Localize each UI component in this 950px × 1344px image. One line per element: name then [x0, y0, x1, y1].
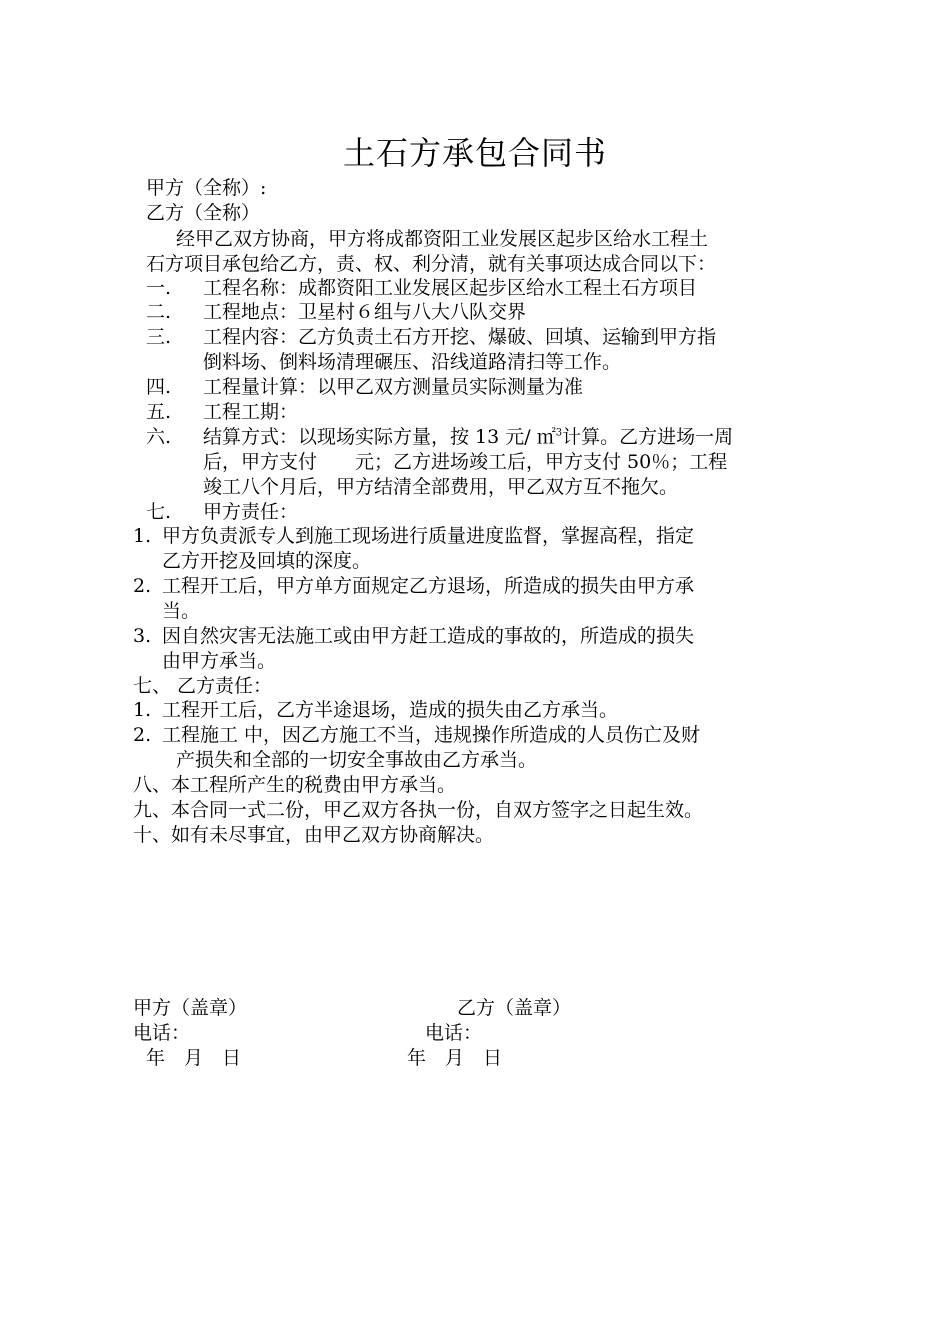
- duty-text: 产损失和全部的一切安全事故由乙方承当。: [176, 749, 538, 771]
- article-text: 工程量计算：以甲乙双方测量员实际测量为准: [203, 376, 584, 398]
- article-number: 五.: [146, 401, 172, 423]
- settlement-text-post: 计算。乙方进场一周: [562, 426, 734, 448]
- article-text: 工程工期：: [203, 401, 299, 423]
- party-b-date: 年 月 日: [407, 1047, 503, 1069]
- article-number: 四.: [146, 376, 172, 398]
- article-number: 三.: [146, 326, 172, 348]
- intro-line-1: 经甲乙双方协商，甲方将成都资阳工业发展区起步区给水工程土: [176, 228, 709, 250]
- superscript: 3: [555, 427, 563, 439]
- section-heading: 七、 乙方责任：: [133, 675, 273, 697]
- party-a-phone: 电话：: [133, 1022, 191, 1044]
- duty-text: 由甲方承当。: [162, 650, 277, 672]
- duty-text: 甲方负责派专人到施工现场进行质量进度监督，掌握高程，指定: [162, 525, 695, 547]
- intro-line-2: 石方项目承包给乙方，责、权、利分清，就有关事项达成合同以下：: [146, 253, 717, 275]
- article-text: 工程内容：乙方负责土石方开挖、爆破、回填、运输到甲方指: [203, 326, 717, 348]
- duty-text: 因自然灾害无法施工或由甲方赶工造成的事故的，所造成的损失: [162, 625, 695, 647]
- document-title: 土石方承包合同书: [342, 134, 607, 172]
- clause-8: 八、本工程所产生的税费由甲方承当。: [133, 774, 457, 796]
- article-text: 倒料场、倒料场清理碾压、沿线道路清扫等工作。: [203, 351, 622, 373]
- duty-text: 工程开工后，乙方半途退场，造成的损失由乙方承当。: [162, 699, 619, 721]
- party-b-phone: 电话：: [425, 1022, 483, 1044]
- article-text: 竣工八个月后，甲方结清全部费用，甲乙双方互不拖欠。: [203, 476, 679, 498]
- article-number: 一.: [146, 277, 172, 299]
- duty-number: 1.: [133, 699, 152, 721]
- article-text: 后，甲方支付 元；乙方进场竣工后，甲方支付 50％；工程: [203, 451, 728, 473]
- duty-number: 2.: [133, 575, 152, 597]
- duty-text: 当。: [162, 600, 201, 622]
- party-b-seal: 乙方（盖章）: [457, 997, 572, 1019]
- clause-10: 十、如有未尽事宜，由甲乙双方协商解决。: [133, 824, 495, 846]
- party-a-seal: 甲方（盖章）: [133, 997, 248, 1019]
- party-a-name-line: 甲方（全称）:: [146, 177, 267, 199]
- duty-text: 工程开工后，甲方单方面规定乙方退场，所造成的损失由甲方承: [162, 575, 695, 597]
- article-text: 甲方责任：: [203, 501, 299, 523]
- duty-number: 2.: [133, 724, 152, 746]
- duty-text: 工程施工 中，因乙方施工不当，违规操作所造成的人员伤亡及财: [162, 724, 701, 746]
- settlement-text-pre: 结算方式：以现场实际方量，按 13 元/ ㎡: [203, 426, 556, 448]
- article-number: 二.: [146, 301, 172, 323]
- duty-number: 3.: [133, 625, 152, 647]
- duty-number: 1.: [133, 525, 152, 547]
- clause-9: 九、本合同一式二份，甲乙双方各执一份，自双方签字之日起生效。: [133, 799, 704, 821]
- article-number: 七.: [146, 501, 172, 523]
- article-number: 六.: [146, 426, 172, 448]
- article-text: [203, 425, 733, 449]
- party-b-name-line: 乙方（全称）: [146, 202, 261, 224]
- duty-text: 乙方开挖及回填的深度。: [162, 550, 372, 572]
- party-a-date: 年 月 日: [146, 1047, 242, 1069]
- article-text: 工程名称：成都资阳工业发展区起步区给水工程土石方项目: [203, 277, 698, 299]
- article-text: 工程地点：卫星村６组与八大八队交界: [203, 301, 527, 323]
